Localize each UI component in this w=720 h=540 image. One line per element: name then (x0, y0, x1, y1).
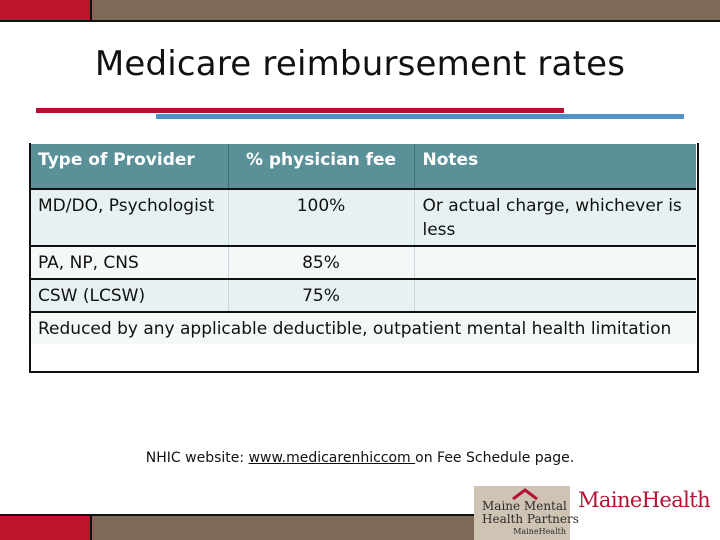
table-cell: 85% (228, 246, 414, 279)
table-cell: PA, NP, CNS (30, 246, 228, 279)
column-header-notes: Notes (414, 144, 696, 189)
column-header-provider: Type of Provider (30, 144, 228, 189)
top-band-red-block (0, 0, 92, 22)
table-cell (414, 246, 696, 279)
note-prefix: NHIC website: (145, 450, 249, 466)
table-row (30, 189, 696, 246)
top-decorative-band (0, 0, 720, 22)
nhic-note (0, 450, 720, 466)
reimbursement-table (30, 144, 696, 344)
note-suffix: on Fee Schedule page. (415, 450, 575, 466)
slide-title: Medicare reimbursement rates (94, 44, 626, 84)
bottom-decorative-band (0, 514, 474, 540)
table-cell: 75% (228, 279, 414, 312)
logo-text-line1: Maine Mental (482, 499, 567, 513)
logo-text-line2: Health Partners (482, 512, 579, 526)
table-cell (414, 279, 696, 312)
nhic-website-link[interactable]: www.medicarenhiccom (248, 450, 416, 466)
logo-text-line3: MaineHealth (513, 527, 566, 536)
table-row (30, 279, 696, 312)
mainehealth-logo: MaineHealth (578, 488, 711, 512)
table-cell: Or actual charge, whichever is less (414, 189, 696, 246)
table-footnote-row (30, 312, 696, 344)
table-header-row (30, 144, 696, 189)
table-cell: MD/DO, Psychologist (30, 189, 228, 246)
column-header-percent: % physician fee (228, 144, 414, 189)
table-cell: CSW (LCSW) (30, 279, 228, 312)
title-underline-red (36, 108, 564, 113)
top-band-brown-block (92, 0, 720, 22)
bottom-band-red-block (0, 514, 92, 540)
maine-mental-health-partners-logo (474, 486, 579, 540)
bottom-band-brown-block (92, 514, 474, 540)
title-underline-blue (156, 114, 684, 119)
table-footnote-cell: Reduced by any applicable deductible, outpatient mental health limitation (30, 312, 696, 344)
table-row (30, 246, 696, 279)
table-cell: 100% (228, 189, 414, 246)
